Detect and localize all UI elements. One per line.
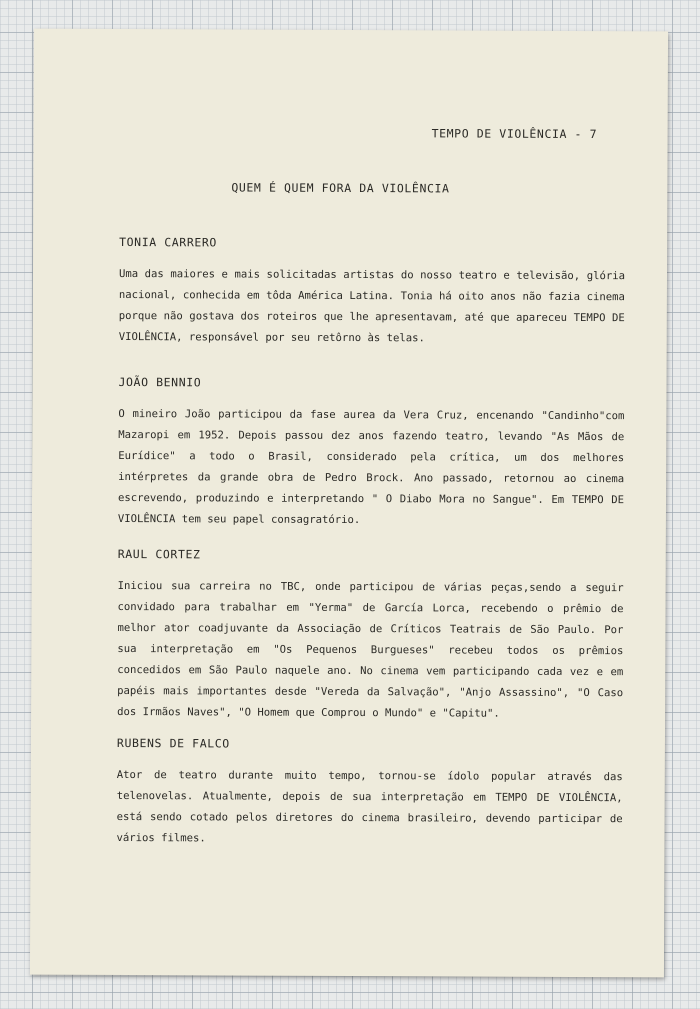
profile-section: [117, 547, 624, 725]
profile-section: [119, 235, 625, 350]
page-header: TEMPO DE VIOLÊNCIA - 7: [431, 126, 598, 142]
profile-section: [116, 736, 622, 851]
document-title: QUEM É QUEM FORA DA VIOLÊNCIA: [231, 180, 450, 196]
bio-paragraph: Ator de teatro durante muito tempo, tornou-se ídolo popular através das telenovelas. Atualmente, depois de sua interpretação em TEMPO DE VIOLÊNCIA, está sendo cotado pelos diretores do cinema brasileiro, devendo participar de vários filmes.: [116, 768, 623, 845]
bio-paragraph: O mineiro João participou da fase aurea da Vera Cruz, encenando "Candinho"com Mazaropi em 1952. Depois passou dez anos fazendo teatro, levando "As Mãos de Eurídice" a todo o Brasil, considerado pela crítica, um dos melhores intérpretes da grande obra de Pedro Brock. Ano passado, retornou ao cinema escrevendo, produzindo e interpretando " O Diabo Mora no Sangue". Em TEMPO DE VIOLÊNCIA tem seu papel consagratório.: [117, 407, 625, 527]
paper-sheet: [30, 29, 668, 978]
person-name: TONIA CARRERO: [119, 234, 217, 250]
person-name: RAUL CORTEZ: [117, 546, 201, 562]
person-name: JOÃO BENNIO: [118, 374, 202, 390]
person-name: RUBENS DE FALCO: [116, 735, 230, 751]
profile-section: [118, 375, 625, 532]
bio-paragraph: Uma das maiores e mais solicitadas artistas do nosso teatro e televisão, glória nacional, conhecida em tôda América Latina. Tonia há oito anos não fazia cinema porque não gostava dos roteiros que lhe apresentavam, até que apareceu TEMPO DE VIOLÊNCIA, responsável por seu retôrno às telas.: [118, 267, 626, 345]
bio-paragraph: Iniciou sua carreira no TBC, onde participou de várias peças,sendo a seguir convidado para trabalhar em "Yerma" de García Lorca, recebendo o prêmio de melhor ator coadjuvante da Associação de Críticos Teatrais de São Paulo. Por sua interpretação em "Os Pequenos Burgueses" recebeu todos os prêmios concedidos em São Paulo naquele ano. No cinema vem participando cada vez e em papéis mais importantes desde "Vereda da Salvação", "Anjo Assassino", "O Caso dos Irmãos Naves", "O Homem que Comprou o Mundo" e "Capitu".: [117, 579, 624, 720]
